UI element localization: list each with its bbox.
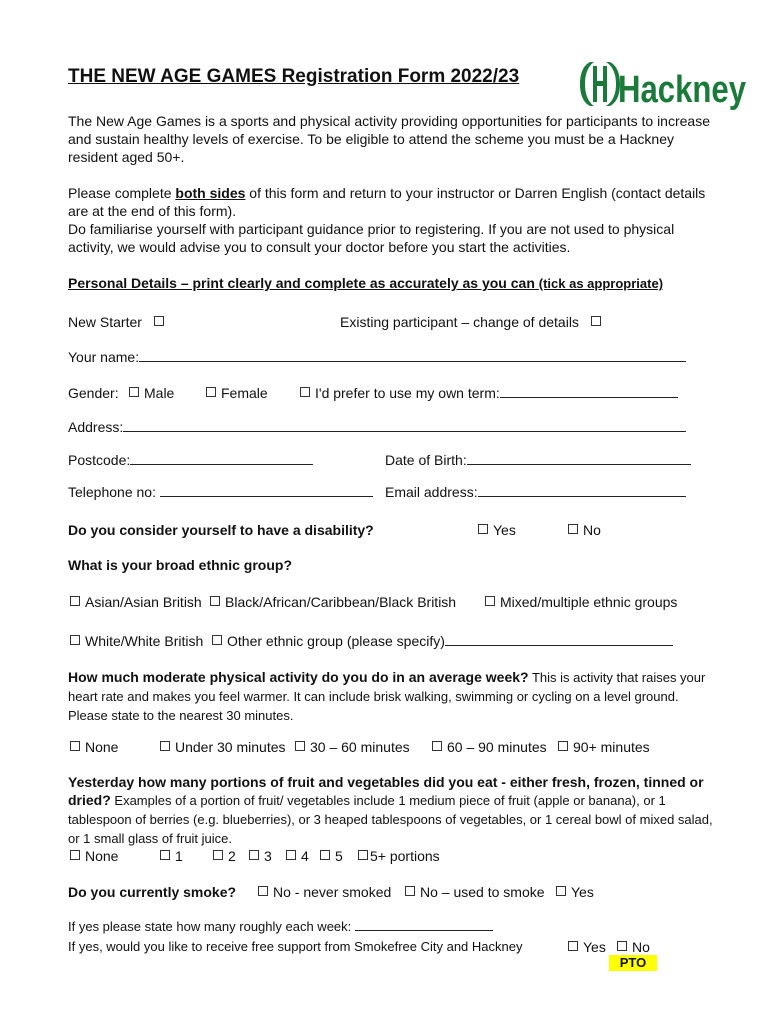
checkbox-icon (206, 387, 216, 397)
email-row (385, 484, 686, 500)
personal-heading-text: Personal Details – print clearly and complete as accurately as you can (68, 275, 535, 291)
checkbox-icon (558, 741, 568, 751)
fruit-5-label: 5 (335, 848, 343, 864)
fruit-5plus-checkbox[interactable] (358, 848, 440, 864)
fruit-2-label: 2 (228, 848, 236, 864)
fruit-note: Examples of a portion of fruit/ vegetables include 1 medium piece of fruit (apple or banana), or 1 tablespoon of berries (e.g. blueberries), or 3 heaped tablespoons of vegetables, or 1 cereal bowl of mixed salad, or 1 small glass of fruit juice. (68, 793, 713, 846)
checkbox-icon (617, 941, 627, 951)
checkbox-icon (70, 741, 80, 751)
fruit-2-checkbox[interactable] (213, 848, 236, 864)
postcode-label: Postcode: (68, 452, 131, 468)
fruit-question-block (68, 773, 713, 848)
telephone-field[interactable] (160, 484, 373, 497)
support-no-label: No (632, 939, 650, 955)
address-row (68, 419, 686, 435)
instructions-paragraph (68, 184, 718, 220)
disability-question: Do you consider yourself to have a disability? (68, 522, 374, 538)
checkbox-icon (70, 635, 80, 645)
checkbox-icon (568, 524, 578, 534)
smoke-never-label: No - never smoked (273, 884, 392, 900)
fruit-1-label: 1 (175, 848, 183, 864)
personal-heading-note: (tick as appropriate) (538, 276, 664, 291)
black-label: Black/African/Caribbean/Black British (225, 594, 457, 610)
disability-yes-checkbox[interactable] (478, 522, 516, 538)
guidance-paragraph: Do familiarise yourself with participant guidance prior to registering. If you are not used to physical activity, we would advise you to consult your doctor before you start the activities. (68, 221, 675, 255)
checkbox-icon (300, 387, 310, 397)
checkbox-icon (160, 850, 170, 860)
disability-no-label: No (583, 522, 601, 538)
activity-60-90-label: 60 – 90 minutes (447, 739, 547, 755)
mixed-label: Mixed/multiple ethnic groups (500, 594, 678, 610)
telephone-row (68, 484, 373, 500)
ethnic-white-checkbox[interactable] (70, 633, 203, 649)
checkbox-icon (286, 850, 296, 860)
checkbox-icon (432, 741, 442, 751)
smoke-howmany-row (68, 918, 493, 934)
checkbox-icon (591, 316, 601, 326)
activity-under30-checkbox[interactable] (160, 739, 286, 755)
address-label: Address: (68, 419, 124, 435)
checkbox-icon (295, 741, 305, 751)
smoke-used-checkbox[interactable] (405, 884, 545, 900)
own-term-field[interactable] (500, 385, 678, 398)
checkbox-icon (320, 850, 330, 860)
fruit-none-label: None (85, 848, 119, 864)
ethnic-black-checkbox[interactable] (210, 594, 456, 610)
smoke-yes-label: Yes (571, 884, 594, 900)
fruit-1-checkbox[interactable] (160, 848, 183, 864)
activity-30-60-label: 30 – 60 minutes (310, 739, 410, 755)
gender-label: Gender: (68, 385, 119, 401)
checkbox-icon (405, 886, 415, 896)
asian-label: Asian/Asian British (85, 594, 202, 610)
smoke-yes-checkbox[interactable] (556, 884, 594, 900)
name-label: Your name: (68, 349, 140, 365)
smoke-howmany-field[interactable] (355, 918, 493, 931)
activity-90plus-checkbox[interactable] (558, 739, 650, 755)
checkbox-icon (70, 850, 80, 860)
checkbox-icon (213, 850, 223, 860)
new-starter-checkbox[interactable] (68, 314, 169, 330)
activity-question: How much moderate physical activity do you do in an average week? (68, 669, 529, 685)
dob-row (385, 452, 691, 468)
personal-details-heading (68, 275, 663, 291)
activity-none-label: None (85, 739, 119, 755)
checkbox-icon (249, 850, 259, 860)
smoke-question: Do you currently smoke? (68, 884, 237, 900)
checkbox-icon (160, 741, 170, 751)
activity-note: This is activity that raises your heart rate and makes you feel warmer. It can include brisk walking, swimming or cycling on a level ground. Please state to the nearest 30 minutes. (68, 670, 706, 723)
email-field[interactable] (478, 484, 686, 497)
pto-label: PTO (609, 955, 657, 971)
instructions-post: of this form and return to your instructor or Darren English (contact details are at the end of this form). (68, 185, 706, 219)
intro-paragraph: The New Age Games is a sports and physical activity providing opportunities for participants to increase and sustain healthy levels of exercise. To be eligible to attend the scheme you must be a Hackney resident aged 50+. (68, 113, 710, 165)
checkbox-icon (154, 316, 164, 326)
gender-own-term-checkbox[interactable] (300, 385, 678, 401)
ethnic-asian-checkbox[interactable] (70, 594, 202, 610)
smoke-support-yes-checkbox[interactable] (568, 939, 606, 955)
checkbox-icon (358, 850, 368, 860)
fruit-3-checkbox[interactable] (249, 848, 272, 864)
fruit-question: Yesterday how many portions of fruit and vegetables did you eat - either fresh, frozen, tinned or dried? (68, 774, 704, 808)
fruit-4-checkbox[interactable] (286, 848, 309, 864)
checkbox-icon (258, 886, 268, 896)
existing-participant-label: Existing participant – change of details (340, 314, 579, 330)
hackney-logo (578, 56, 748, 112)
male-label: Male (144, 385, 175, 401)
checkbox-icon (556, 886, 566, 896)
ethnic-mixed-checkbox[interactable] (485, 594, 677, 610)
disability-no-checkbox[interactable] (568, 522, 601, 538)
support-yes-label: Yes (583, 939, 606, 955)
activity-60-90-checkbox[interactable] (432, 739, 547, 755)
smoke-howmany-label: If yes please state how many roughly each week: (68, 919, 352, 934)
fruit-5plus-label: 5+ portions (370, 848, 440, 864)
checkbox-icon (485, 596, 495, 606)
logo-wordmark: Hackney (618, 69, 746, 111)
activity-none-checkbox[interactable] (70, 739, 118, 755)
activity-30-60-checkbox[interactable] (295, 739, 410, 755)
smoke-support-no-checkbox[interactable] (617, 939, 650, 955)
gender-male-checkbox[interactable] (129, 385, 174, 401)
new-starter-label: New Starter (68, 314, 142, 330)
name-row (68, 349, 686, 365)
address-field[interactable] (123, 419, 686, 432)
dob-label: Date of Birth: (385, 452, 467, 468)
dob-field[interactable] (467, 452, 691, 465)
fruit-none-checkbox[interactable] (70, 848, 118, 864)
fruit-5-checkbox[interactable] (320, 848, 343, 864)
fruit-4-label: 4 (301, 848, 309, 864)
activity-question-block (68, 668, 713, 725)
fruit-3-label: 3 (264, 848, 272, 864)
activity-90plus-label: 90+ minutes (573, 739, 650, 755)
disability-yes-label: Yes (493, 522, 516, 538)
own-term-label: I'd prefer to use my own term: (315, 385, 500, 401)
female-label: Female (221, 385, 268, 401)
telephone-label: Telephone no: (68, 484, 156, 500)
smoke-used-label: No – used to smoke (420, 884, 545, 900)
ethnic-other-checkbox[interactable] (212, 633, 673, 649)
ethnic-question: What is your broad ethnic group? (68, 557, 292, 573)
other-label: Other ethnic group (please specify) (227, 633, 445, 649)
checkbox-icon (212, 635, 222, 645)
gender-female-checkbox[interactable] (206, 385, 268, 401)
smoke-never-checkbox[interactable] (258, 884, 391, 900)
postcode-row (68, 452, 313, 468)
checkbox-icon (129, 387, 139, 397)
other-ethnic-field[interactable] (445, 633, 673, 646)
white-label: White/White British (85, 633, 204, 649)
instructions-both-sides: both sides (175, 185, 246, 201)
form-title: THE NEW AGE GAMES Registration Form 2022/23 (68, 66, 520, 87)
name-field[interactable] (139, 349, 686, 362)
checkbox-icon (70, 596, 80, 606)
email-label: Email address: (385, 484, 478, 500)
checkbox-icon (210, 596, 220, 606)
postcode-field[interactable] (130, 452, 313, 465)
activity-under30-label: Under 30 minutes (175, 739, 286, 755)
smoke-support-label: If yes, would you like to receive free support from Smokefree City and Hackney (68, 939, 523, 954)
existing-participant-checkbox[interactable] (340, 314, 606, 330)
checkbox-icon (478, 524, 488, 534)
instructions-pre: Please complete (68, 185, 176, 201)
checkbox-icon (568, 941, 578, 951)
